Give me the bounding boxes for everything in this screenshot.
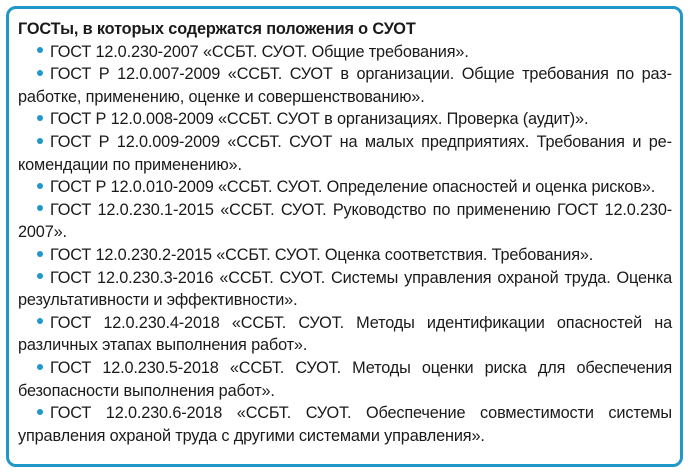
- list-item: [18, 199, 672, 244]
- list-item-text: ГОСТ 12.0.230.6-2018 «ССБТ. СУОТ. Обеспечение совместимости системы управления охраной труда с другими системами управления».: [18, 404, 672, 445]
- list-item-text: ГОСТ 12.0.230.3-2016 «ССБТ. СУОТ. Системы управления охраной труда. Оценка результативности и эффективности».: [18, 268, 672, 310]
- bullet-icon: [37, 115, 43, 121]
- list-item-text: ГОСТ 12.0.230.4-2018 «ССБТ. СУОТ. Методы идентификации опасностей на различных этапах выполнения работ».: [18, 313, 672, 355]
- gost-list: [18, 41, 672, 448]
- list-item-text: ГОСТ Р 12.0.007-2009 «ССБТ. СУОТ в организации. Общие требования по разработке, применению, оценке и совершенствованию».: [18, 65, 672, 106]
- list-item: [18, 402, 672, 447]
- list-item: [18, 267, 672, 312]
- list-item: [18, 63, 672, 108]
- list-item-text: ГОСТ Р 12.0.009-2009 «ССБТ. СУОТ на малых предприятиях. Требования и рекомендации по применению».: [18, 132, 672, 174]
- list-item-text: ГОСТ Р 12.0.008-2009 «ССБТ. СУОТ в организациях. Проверка (аудит)».: [50, 110, 589, 129]
- bullet-icon: [37, 251, 43, 257]
- list-item-text: ГОСТ Р 12.0.010-2009 «ССБТ. СУОТ. Определение опасностей и оценка рисков».: [50, 178, 656, 197]
- list-item: [18, 176, 672, 199]
- list-item: [18, 244, 672, 267]
- list-item-text: ГОСТ 12.0.230-2007 «ССБТ. СУОТ. Общие требования».: [50, 42, 469, 61]
- page-title: ГОСТы, в которых содержатся положения о СУОТ: [18, 20, 416, 38]
- list-item-text: ГОСТ 12.0.230.1-2015 «ССБТ. СУОТ. Руководство по применению ГОСТ 12.0.230-2007».: [18, 200, 672, 242]
- list-item: [18, 131, 672, 176]
- bullet-icon: [37, 205, 43, 211]
- list-item: [18, 41, 672, 64]
- document-frame: [6, 6, 683, 467]
- bullet-icon: [37, 409, 43, 415]
- list-item: [18, 312, 672, 357]
- bullet-icon: [37, 70, 43, 76]
- bullet-icon: [37, 47, 43, 53]
- list-item-text: ГОСТ 12.0.230.2-2015 «ССБТ. СУОТ. Оценка соответствия. Требования».: [50, 245, 594, 264]
- list-item: [18, 108, 672, 131]
- document-content: [18, 18, 672, 447]
- bullet-icon: [37, 364, 43, 370]
- list-item-text: ГОСТ 12.0.230.5-2018 «ССБТ. СУОТ. Методы оценки риска для обеспечения безопасности выполнения работ».: [18, 358, 672, 400]
- bullet-icon: [37, 273, 43, 279]
- bullet-icon: [37, 183, 43, 189]
- bullet-icon: [37, 138, 43, 144]
- list-item: [18, 357, 672, 402]
- bullet-icon: [37, 318, 43, 324]
